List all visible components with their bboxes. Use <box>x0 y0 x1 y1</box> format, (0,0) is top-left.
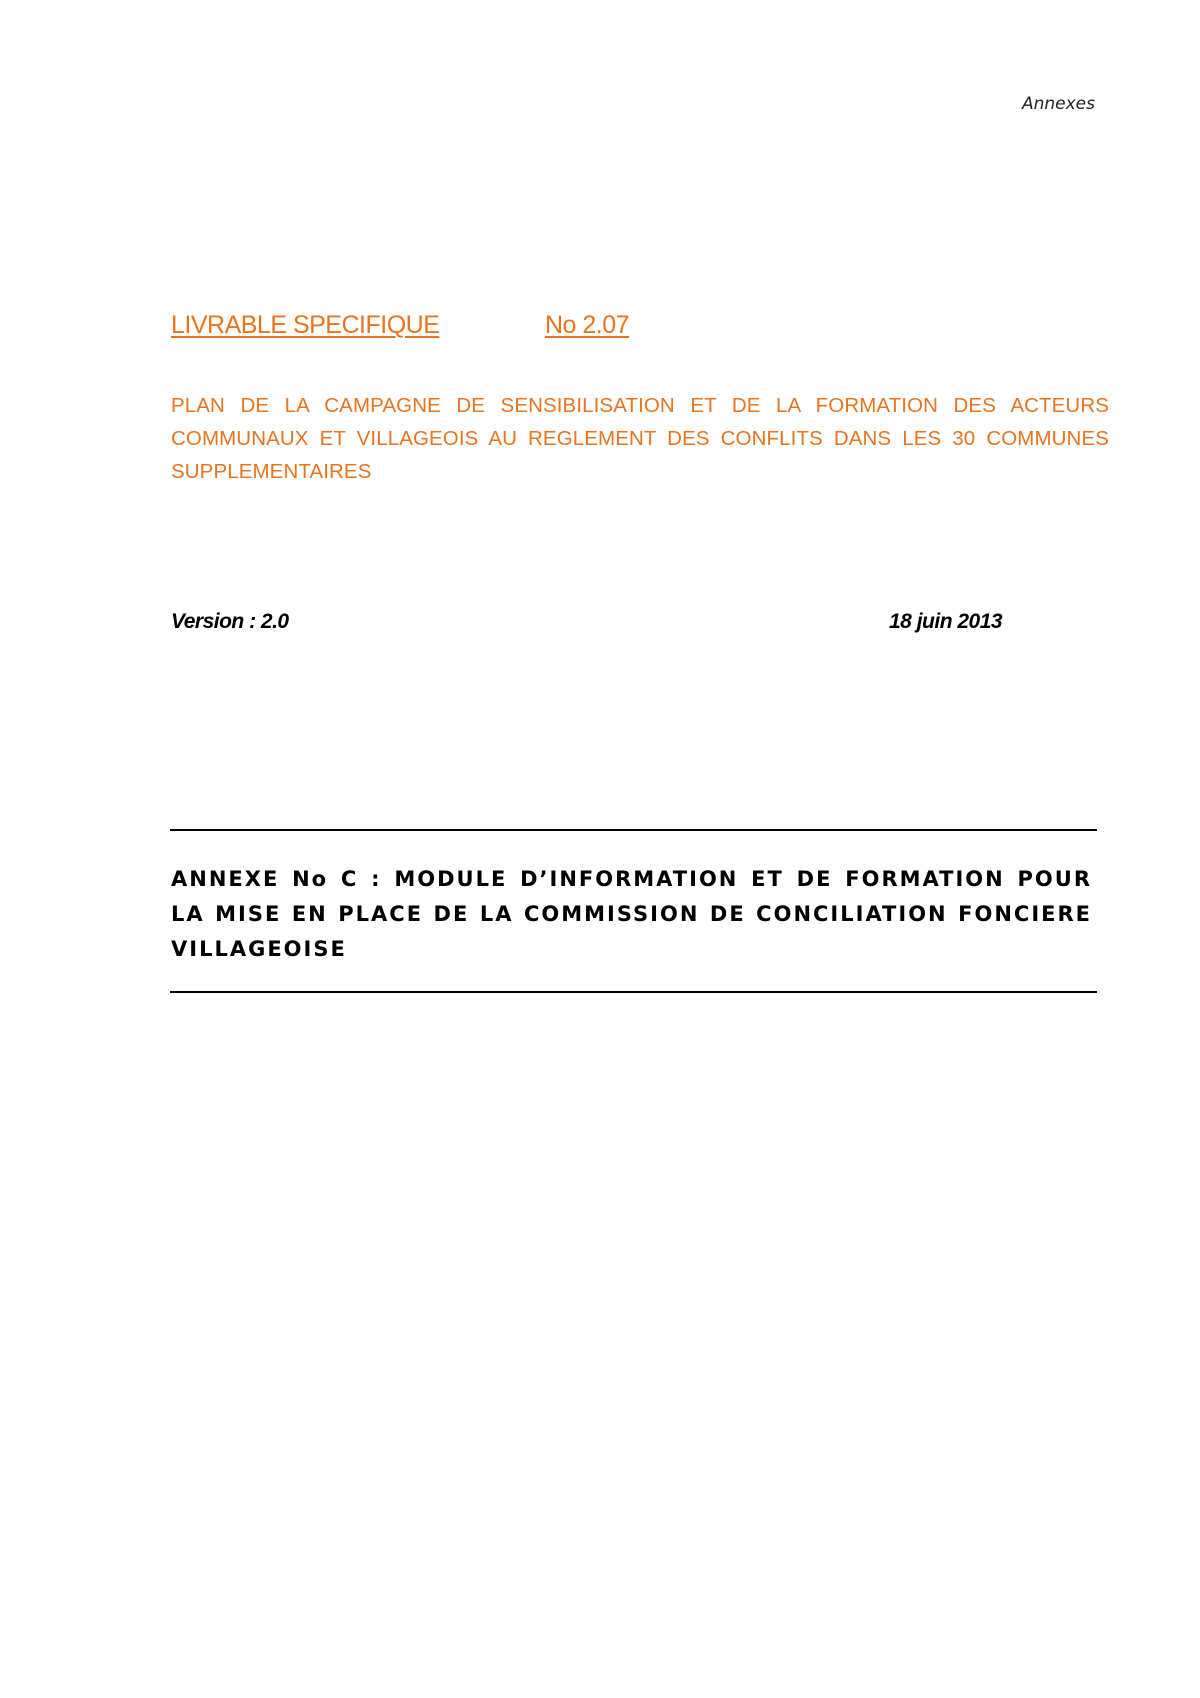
version-label: Version : 2.0 <box>171 610 289 633</box>
document-date: 18 juin 2013 <box>889 610 1003 633</box>
livrable-heading <box>171 311 630 340</box>
top-divider <box>170 829 1097 831</box>
livrable-number: No 2.07 <box>545 311 630 339</box>
annexe-title: ANNEXE No C : MODULE D’INFORMATION ET DE FORMATION POUR LA MISE EN PLACE DE LA COMMISSION DE CONCILIATION FONCIERE VILLAGEOISE <box>171 867 1092 961</box>
header-section-label: Annexes <box>1021 94 1095 114</box>
livrable-label: LIVRABLE SPECIFIQUE <box>171 311 440 339</box>
bottom-divider <box>170 991 1097 993</box>
plan-title: PLAN DE LA CAMPAGNE DE SENSIBILISATION ET DE LA FORMATION DES ACTEURS COMMUNAUX ET VILLAGEOIS AU REGLEMENT DES CONFLITS DANS LES 30 COMMUNES SUPPLEMENTAIRES <box>171 394 1109 483</box>
